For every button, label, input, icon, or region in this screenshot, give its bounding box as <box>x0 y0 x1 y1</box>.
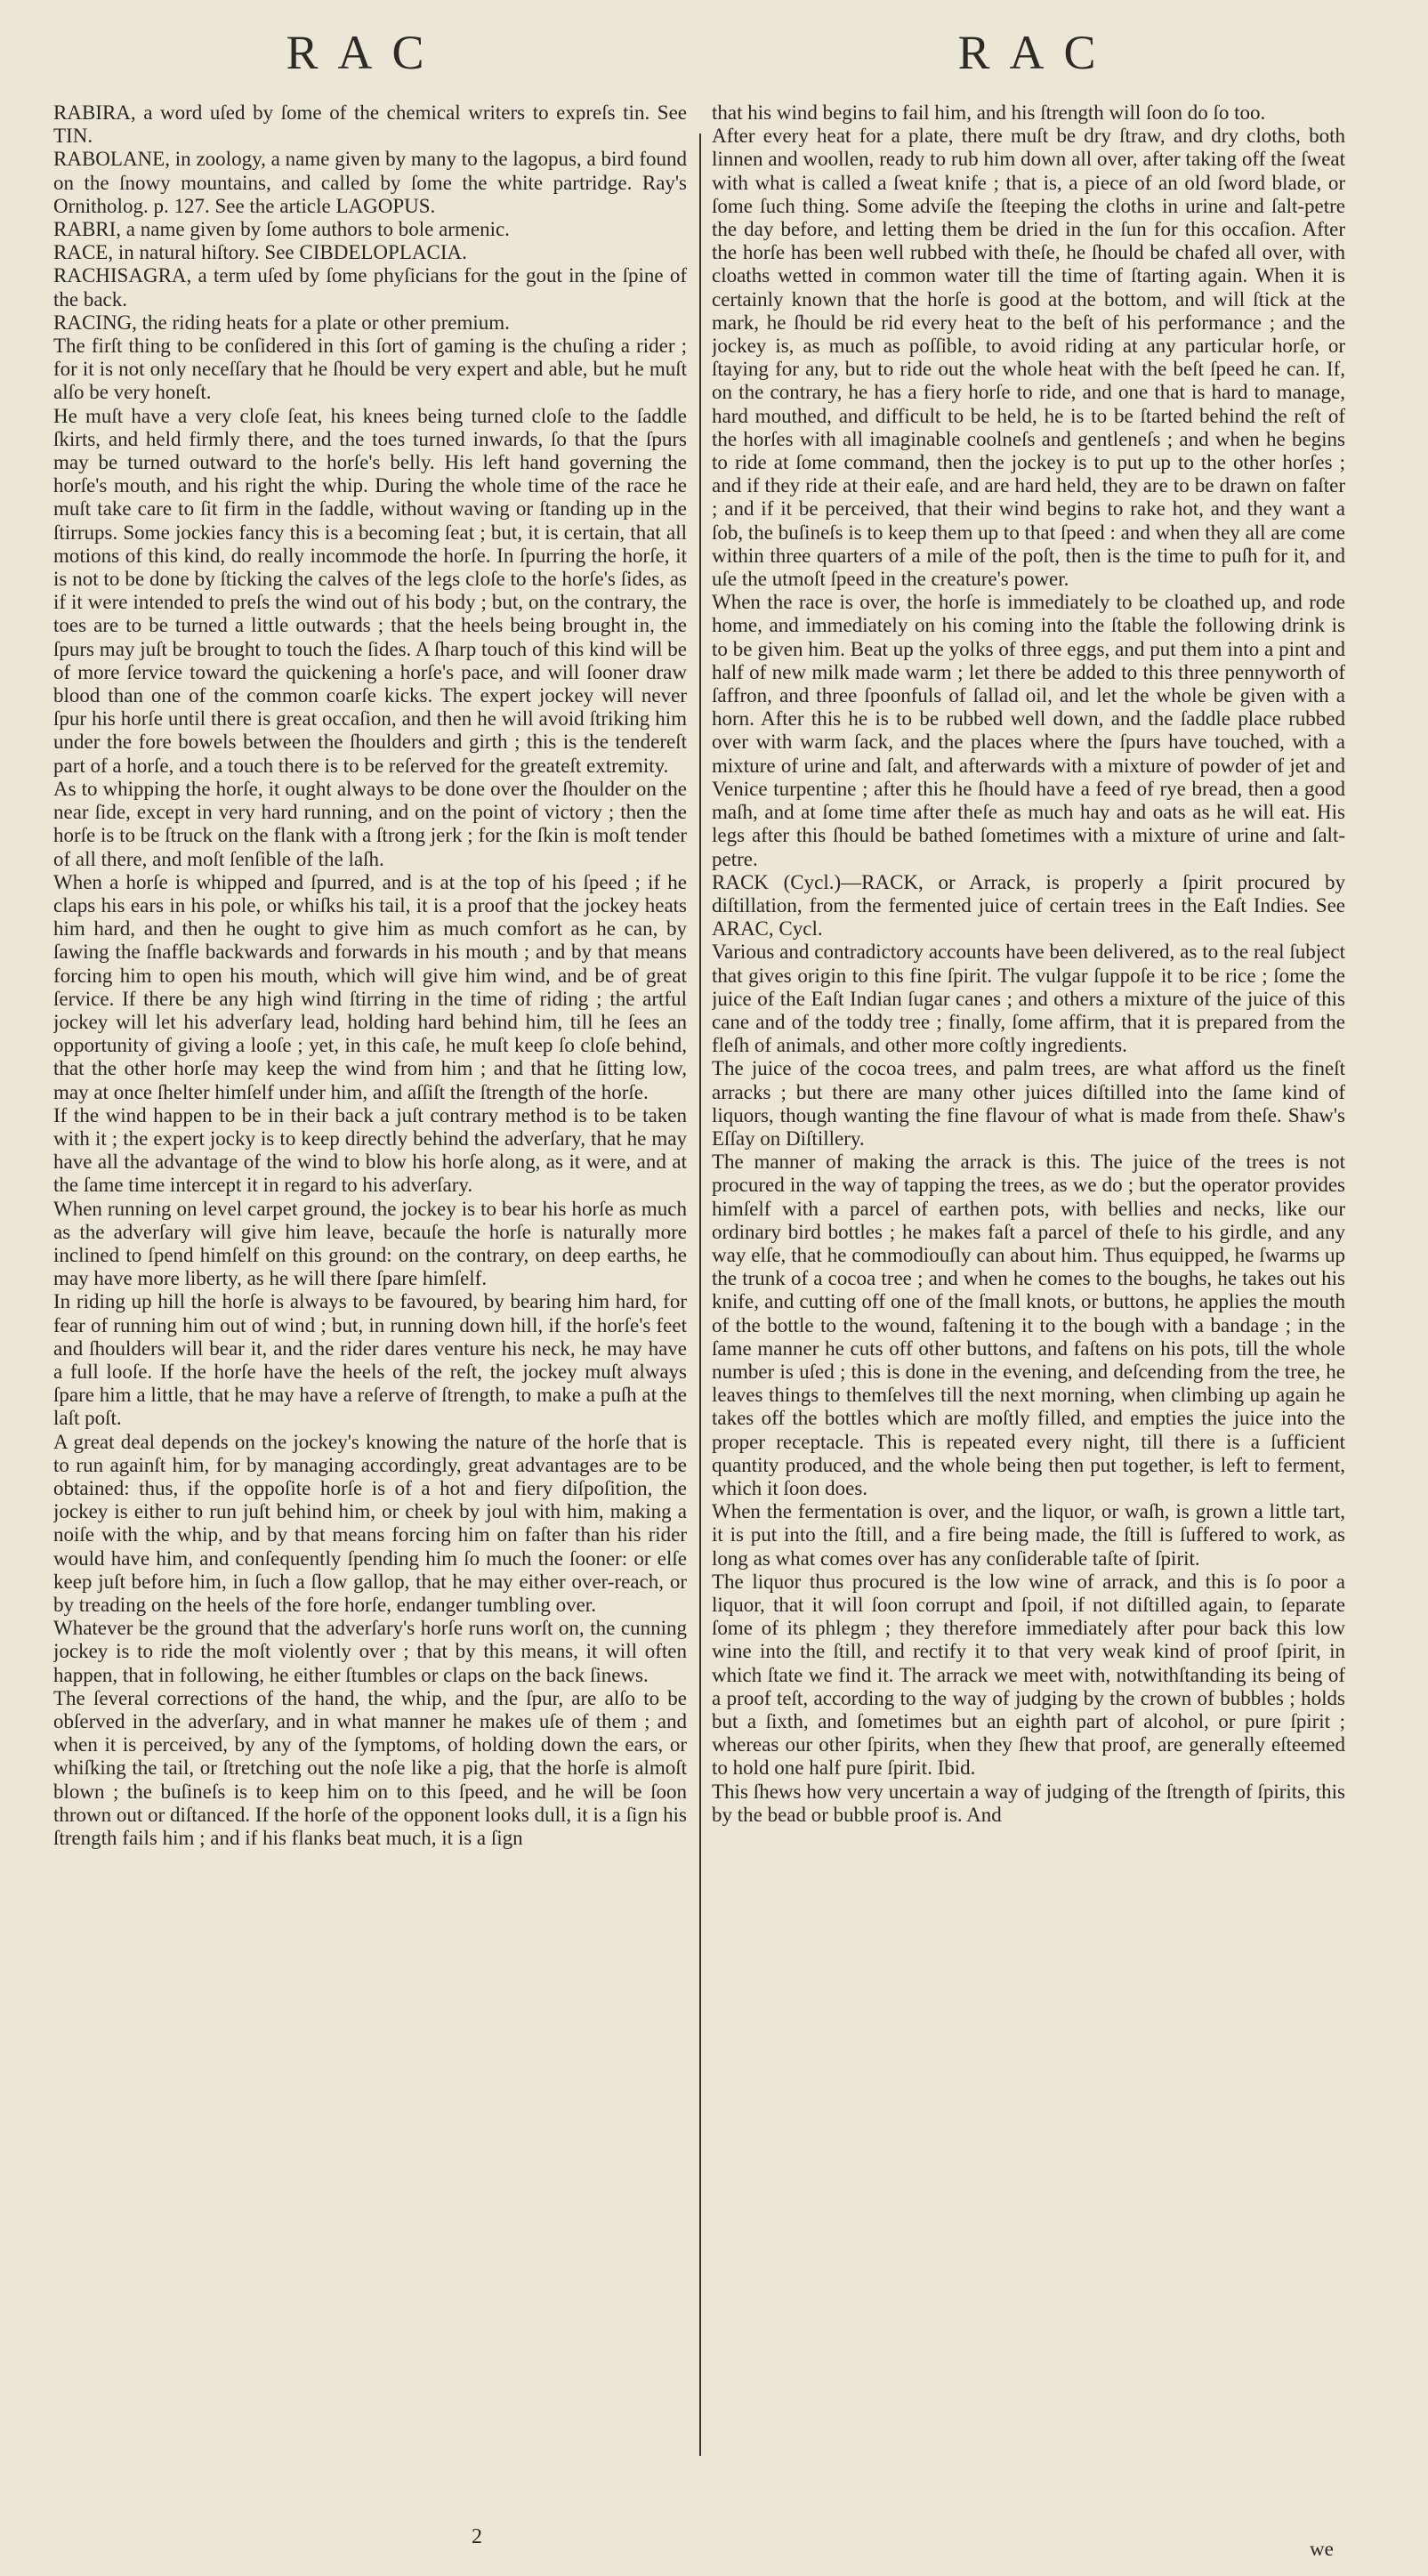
dictionary-entry <box>53 264 687 311</box>
headword: RACE, <box>53 241 114 264</box>
entry-text: When the race is over, the horſe is immediately to be cloathed up, and rode home, and immediately on his coming into the ſtable the following drink is to be given him. Beat up the yolks of three eggs, and put them into a pint and half of new milk made warm ; let there be added to this three pennyworth of ſaffron, and three ſpoonfuls of ſallad oil, and let the whole be given with a horn. After this he is to be rubbed well down, and the ſaddle place rubbed over with warm ſack, and the places where the ſpurs have touched, with a mixture of urine and ſalt, and afterwards with a mixture of powder of jet and Venice turpentine ; after this he ſhould have a feed of rye bread, then a good maſh, and at ſome time after theſe as much hay and oats as he will eat. His legs after this ſhould be bathed ſometimes with a mixture of urine and ſalt-petre. <box>712 591 1345 870</box>
entry-text: When running on level carpet ground, the jockey is to bear his horſe as much as the adverſary will give him leave, becauſe the horſe is naturally more inclined to ſpend himſelf on this ground: on the contrary, on deep earths, he may have more liberty, as he will there ſpare himſelf. <box>53 1197 687 1290</box>
paragraph <box>53 1198 687 1291</box>
right-column <box>712 101 1345 2517</box>
dictionary-entry <box>53 311 687 335</box>
paragraph <box>712 1571 1345 1781</box>
paragraph <box>712 1500 1345 1571</box>
dictionary-entry <box>53 241 687 264</box>
paragraph <box>712 1781 1345 1827</box>
entry-text: (Cycl.)—RACK, or Arrack, is properly a ſpirit procured by diſtillation, from the fermented juice of certain trees in the Eaſt Indies. See ARAC, Cycl. <box>712 870 1345 941</box>
dictionary-entry <box>712 871 1345 941</box>
headword: RABIRA, <box>53 101 136 124</box>
dictionary-entry <box>53 218 687 241</box>
entry-text: This ſhews how very uncertain a way of judging of the ſtrength of ſpirits, this by the bead or bubble proof is. And <box>712 1780 1345 1826</box>
running-head-right: RAC <box>957 26 1116 79</box>
headword: RACHISAGRA, <box>53 264 192 287</box>
entry-text: in natural hiſtory. See CIBDELOPLACIA. <box>113 241 467 264</box>
entry-text: The ſeveral corrections of the hand, the whip, and the ſpur, are alſo to be obſerved in the adverſary, and in what manner he makes uſe of them ; and when it is perceived, by any of the ſymptoms, of holding down the ears, or whiſking the tail, or ſtretching out the noſe like a pig, that the horſe is almoſt blown ; the buſineſs is to keep him on to this ſpeed, and he will be ſoon thrown out or diſtanced. If the horſe of the opponent looks dull, it is a ſign his ſtrength fails him ; and if his flanks beat much, it is a ſign <box>53 1686 687 1850</box>
entry-text: Whatever be the ground that the adverſary's horſe runs worſt on, the cunning jockey is to ride the moſt violently over ; that by this means, it will often happen, that in following, he either ſtumbles or claps on the back ſinews. <box>53 1617 687 1686</box>
entry-text: that his wind begins to fail him, and his ſtrength will ſoon do ſo too. <box>712 101 1266 124</box>
paragraph <box>53 1104 687 1198</box>
paragraph <box>53 871 687 1104</box>
paragraph <box>712 125 1345 591</box>
entry-text: A great deal depends on the jockey's knowing the nature of the horſe that is to run againſt him, for by managing accordingly, great advantages are to be obtained: thus, if the oppoſite horſe is of a hot and fiery diſpoſition, the jockey is either to run juſt behind him, or cheek by joul with him, making a noiſe with the whip, and by that means forcing him on faſter than his rider would have him, and conſequently ſpending him ſo much the ſooner: or elſe keep juſt before him, in ſuch a ſlow gallop, that he may either over-reach, or by treading on the heels of the fore horſe, endanger tumbling over. <box>53 1430 687 1616</box>
entry-text: in zoology, a name given by many to the lagopus, a bird found on the ſnowy mountains, and called by ſome the white partridge. Ray's Ornitholog. p. 127. See the article LAGOPUS. <box>53 148 687 217</box>
entry-text: Various and contradictory accounts have been delivered, as to the real ſubject that gives origin to this fine ſpirit. The vulgar ſuppoſe it to be rice ; ſome the juice of the Eaſt Indian ſugar canes ; and others a mixture of the juice of this cane and of the toddy tree ; finally, ſome affirm, that it is prepared from the fleſh of animals, and other more coſtly ingredients. <box>712 941 1345 1057</box>
paragraph <box>712 101 1345 125</box>
paragraph <box>712 591 1345 870</box>
page-number: 2 <box>472 2525 482 2548</box>
entry-text: In riding up hill the horſe is always to be favoured, by bearing him hard, for fear of running him out of wind ; but, in running down hill, if the horſe's feet and ſhoulders will bear it, and the rider dares venture his neck, he may have a full looſe. If the horſe have the heels of the reſt, the jockey muſt always ſpare him a little, that he may have a reſerve of ſtrength, to make a puſh at the laſt poſt. <box>53 1290 687 1430</box>
entry-text: The juice of the cocoa trees, and palm trees, are what afford us the fineſt arracks ; but there are many other juices diſtilled into the ſame kind of liquors, though wanting the fine flavour of what is made from theſe. Shaw's Eſſay on Diſtillery. <box>712 1057 1345 1150</box>
entry-text: As to whipping the horſe, it ought always to be done over the ſhoulder on the near ſide, except in very hard running, and on the point of victory ; then the horſe is to be ſtruck on the flank with a ſtrong jerk ; for the ſkin is moſt tender of all there, and moſt ſenſible of the laſh. <box>53 777 687 870</box>
paragraph <box>53 1431 687 1618</box>
entry-text: After every heat for a plate, there muſt be dry ſtraw, and dry cloths, both linnen and woollen, ready to rub him down all over, after taking off the ſweat with what is called a ſweat knife ; that is, a piece of an old ſword blade, or ſome ſuch thing. Some adviſe the ſteeping the cloths in urine and ſalt-petre the day before, and letting them be dried in the ſun for this occaſion. After the horſe has been well rubbed with theſe, he ſhould be chafed all over, with cloaths wetted in common water till the time of ſtarting again. When it is certainly known that the horſe is good at the bottom, and will ſtick at the mark, he ſhould be rid every heat to the beſt of his performance ; and the jockey is, as much as poſſible, to avoid riding at any particular horſe, or ſtaying for any, but to ride out the whole heat with the beſt ſpeed he can. If, on the contrary, he has a fiery horſe to ride, and one that is hard to manage, hard mouthed, and difficult to be held, he is to be ſtarted behind the reſt of the horſes with all imaginable coolneſs and gentleneſs ; and when he begins to ride at ſome command, then the jockey is to put up to the other horſes ; and if they ride at their eaſe, and are hard held, they are to be drawn on faſter ; and if it be perceived, that their wind begins to rake hot, and they want a ſob, the buſineſs is to keep them up to that ſpeed : and when they all are come within three quarters of a mile of the poſt, then is the time to puſh for it, and uſe the utmoſt ſpeed in the creature's power. <box>712 125 1345 591</box>
left-column <box>53 101 687 2517</box>
headword: RACK <box>712 870 769 893</box>
running-head-left: RAC <box>286 26 444 79</box>
entry-text: When the fermentation is over, and the liquor, or waſh, is grown a little tart, it is put into the ſtill, and a fire being made, the ſtill is ſuffered to work, as long as what comes over has any conſiderable taſte of ſpirit. <box>712 1500 1345 1570</box>
entry-text: He muſt have a very cloſe ſeat, his knees being turned cloſe to the ſaddle ſkirts, and held firmly there, and the toes turned inwards, ſo that the ſpurs may be turned outward to the horſe's belly. His left hand governing the horſe's mouth, and his right the whip. During the whole time of the race he muſt take care to ſit firm in the ſaddle, without waving or ſtanding up in the ſtirrups. Some jockies fancy this is a becoming ſeat ; but, it is certain, that all motions of this kind, do really incommode the horſe. In ſpurring the horſe, it is not to be done by ſticking the calves of the legs cloſe to the horſe's ſides, as if it were intended to preſs the wind out of his body ; but, on the contrary, the toes are to be turned a little outwards ; that the heels being brought in, the ſpurs may juſt be brought to touch the ſides. A ſharp touch of this kind will be of more ſervice toward the quickening a horſe's pace, and will ſooner draw blood than one of the common coarſe kicks. The expert jockey will never ſpur his horſe until there is great occaſion, and then he will avoid ſtriking him under the fore bowels between the ſhoulders and girth ; this is the tendereſt part of a horſe, and a touch there is to be reſerved for the greateſt extremity. <box>53 404 687 777</box>
dictionary-entry <box>53 101 687 148</box>
entry-text: The firſt thing to be conſidered in this ſort of gaming is the chuſing a rider ; for it is not only neceſſary that he ſhould be very expert and able, but he muſt alſo be very honeſt. <box>53 335 687 404</box>
entry-text: a name given by ſome authors to bole armenic. <box>121 218 510 241</box>
paragraph <box>53 1290 687 1430</box>
paragraph <box>53 405 687 778</box>
entry-text: The liquor thus procured is the low wine of arrack, and this is ſo poor a liquor, that it will ſoon corrupt and ſpoil, if not diſtilled again, to ſeparate ſome of its phlegm ; they therefore immediately after pour back this low wine into the ſtill, and rectify it to that very weak kind of proof ſpirit, in which ſtate we find it. The arrack we meet with, notwithſtanding its being of a proof teſt, according to the way of judging by the crown of bubbles ; holds but a ſixth, and ſometimes but an eighth part of alcohol, or pure ſpirit ; whereas our other ſpirits, when they ſhew that proof, are generally eſteemed to hold one half pure ſpirit. Ibid. <box>712 1570 1345 1780</box>
paragraph <box>53 335 687 405</box>
entry-text: When a horſe is whipped and ſpurred, and is at the top of his ſpeed ; if he claps his ears in his pole, or whiſks his tail, it is a proof that the jockey heats him hard, and then he ought to give him as much comfort as he can, by ſawing the ſnaffle backwards and forwards in his mouth ; and by that means forcing him to open his mouth, which will give him wind, and be of great ſervice. If there be any high wind ſtirring in the time of riding ; the artful jockey will let his adverſary lead, holding hard behind him, till he ſees an opportunity of giving a looſe ; yet, in this caſe, he muſt keep ſo cloſe behind, that the other horſe may keep the wind from him ; and that he ſitting low, may at once ſhelter himſelf under him, and aſſiſt the ſtrength of the horſe. <box>53 870 687 1103</box>
entry-text: the riding heats for a plate or other premium. <box>136 311 510 334</box>
entry-text: The manner of making the arrack is this. The juice of the trees is not procured in the way of tapping the trees, as we do ; but the operator provides himſelf with a parcel of earthen pots, with bellies and necks, like our ordinary bird bottles ; he makes faſt a parcel of theſe to his girdle, and any way elſe, that he commodiouſly can about him. Thus equipped, he ſwarms up the trunk of a cocoa tree ; and when he comes to the boughs, he takes out his knife, and cutting off one of the ſmall knots, or buttons, he applies the mouth of the bottle to the wound, faſtening it to the bough with a bandage ; in the ſame manner he cuts off other buttons, and faſtens on his pots, till the whole number is uſed ; this is done in the evening, and deſcending from the tree, he leaves things to themſelves till the next morning, when climbing up again he takes off the bottles which are moſtly filled, and empties the juice into the proper receptacle. This is repeated every night, till there is a ſufficient quantity produced, and the whole being then put together, is left to ferment, which it ſoon does. <box>712 1151 1345 1499</box>
headword: RABRI, <box>53 218 122 241</box>
headword: RABOLANE, <box>53 148 170 171</box>
column-divider <box>699 133 701 2456</box>
entry-text: a word uſed by ſome of the chemical writers to expreſs tin. See TIN. <box>53 101 687 148</box>
catchword: we <box>1310 2538 1334 2560</box>
entry-text: If the wind happen to be in their back a juſt contrary method is to be taken with it ; the expert jocky is to keep directly behind the adverſary, that he may have all the advantage of the wind to blow his horſe along, as it were, and at the ſame time intercept it in regard to his adverſary. <box>53 1103 687 1197</box>
paragraph <box>53 1617 687 1687</box>
paragraph <box>712 941 1345 1057</box>
headword: RACING, <box>53 311 137 334</box>
dictionary-entry <box>53 148 687 218</box>
paragraph <box>712 1151 1345 1500</box>
paragraph <box>53 778 687 871</box>
paragraph <box>53 1687 687 1850</box>
entry-text: a term uſed by ſome phyſicians for the gout in the ſpine of the back. <box>53 264 687 311</box>
paragraph <box>712 1057 1345 1151</box>
